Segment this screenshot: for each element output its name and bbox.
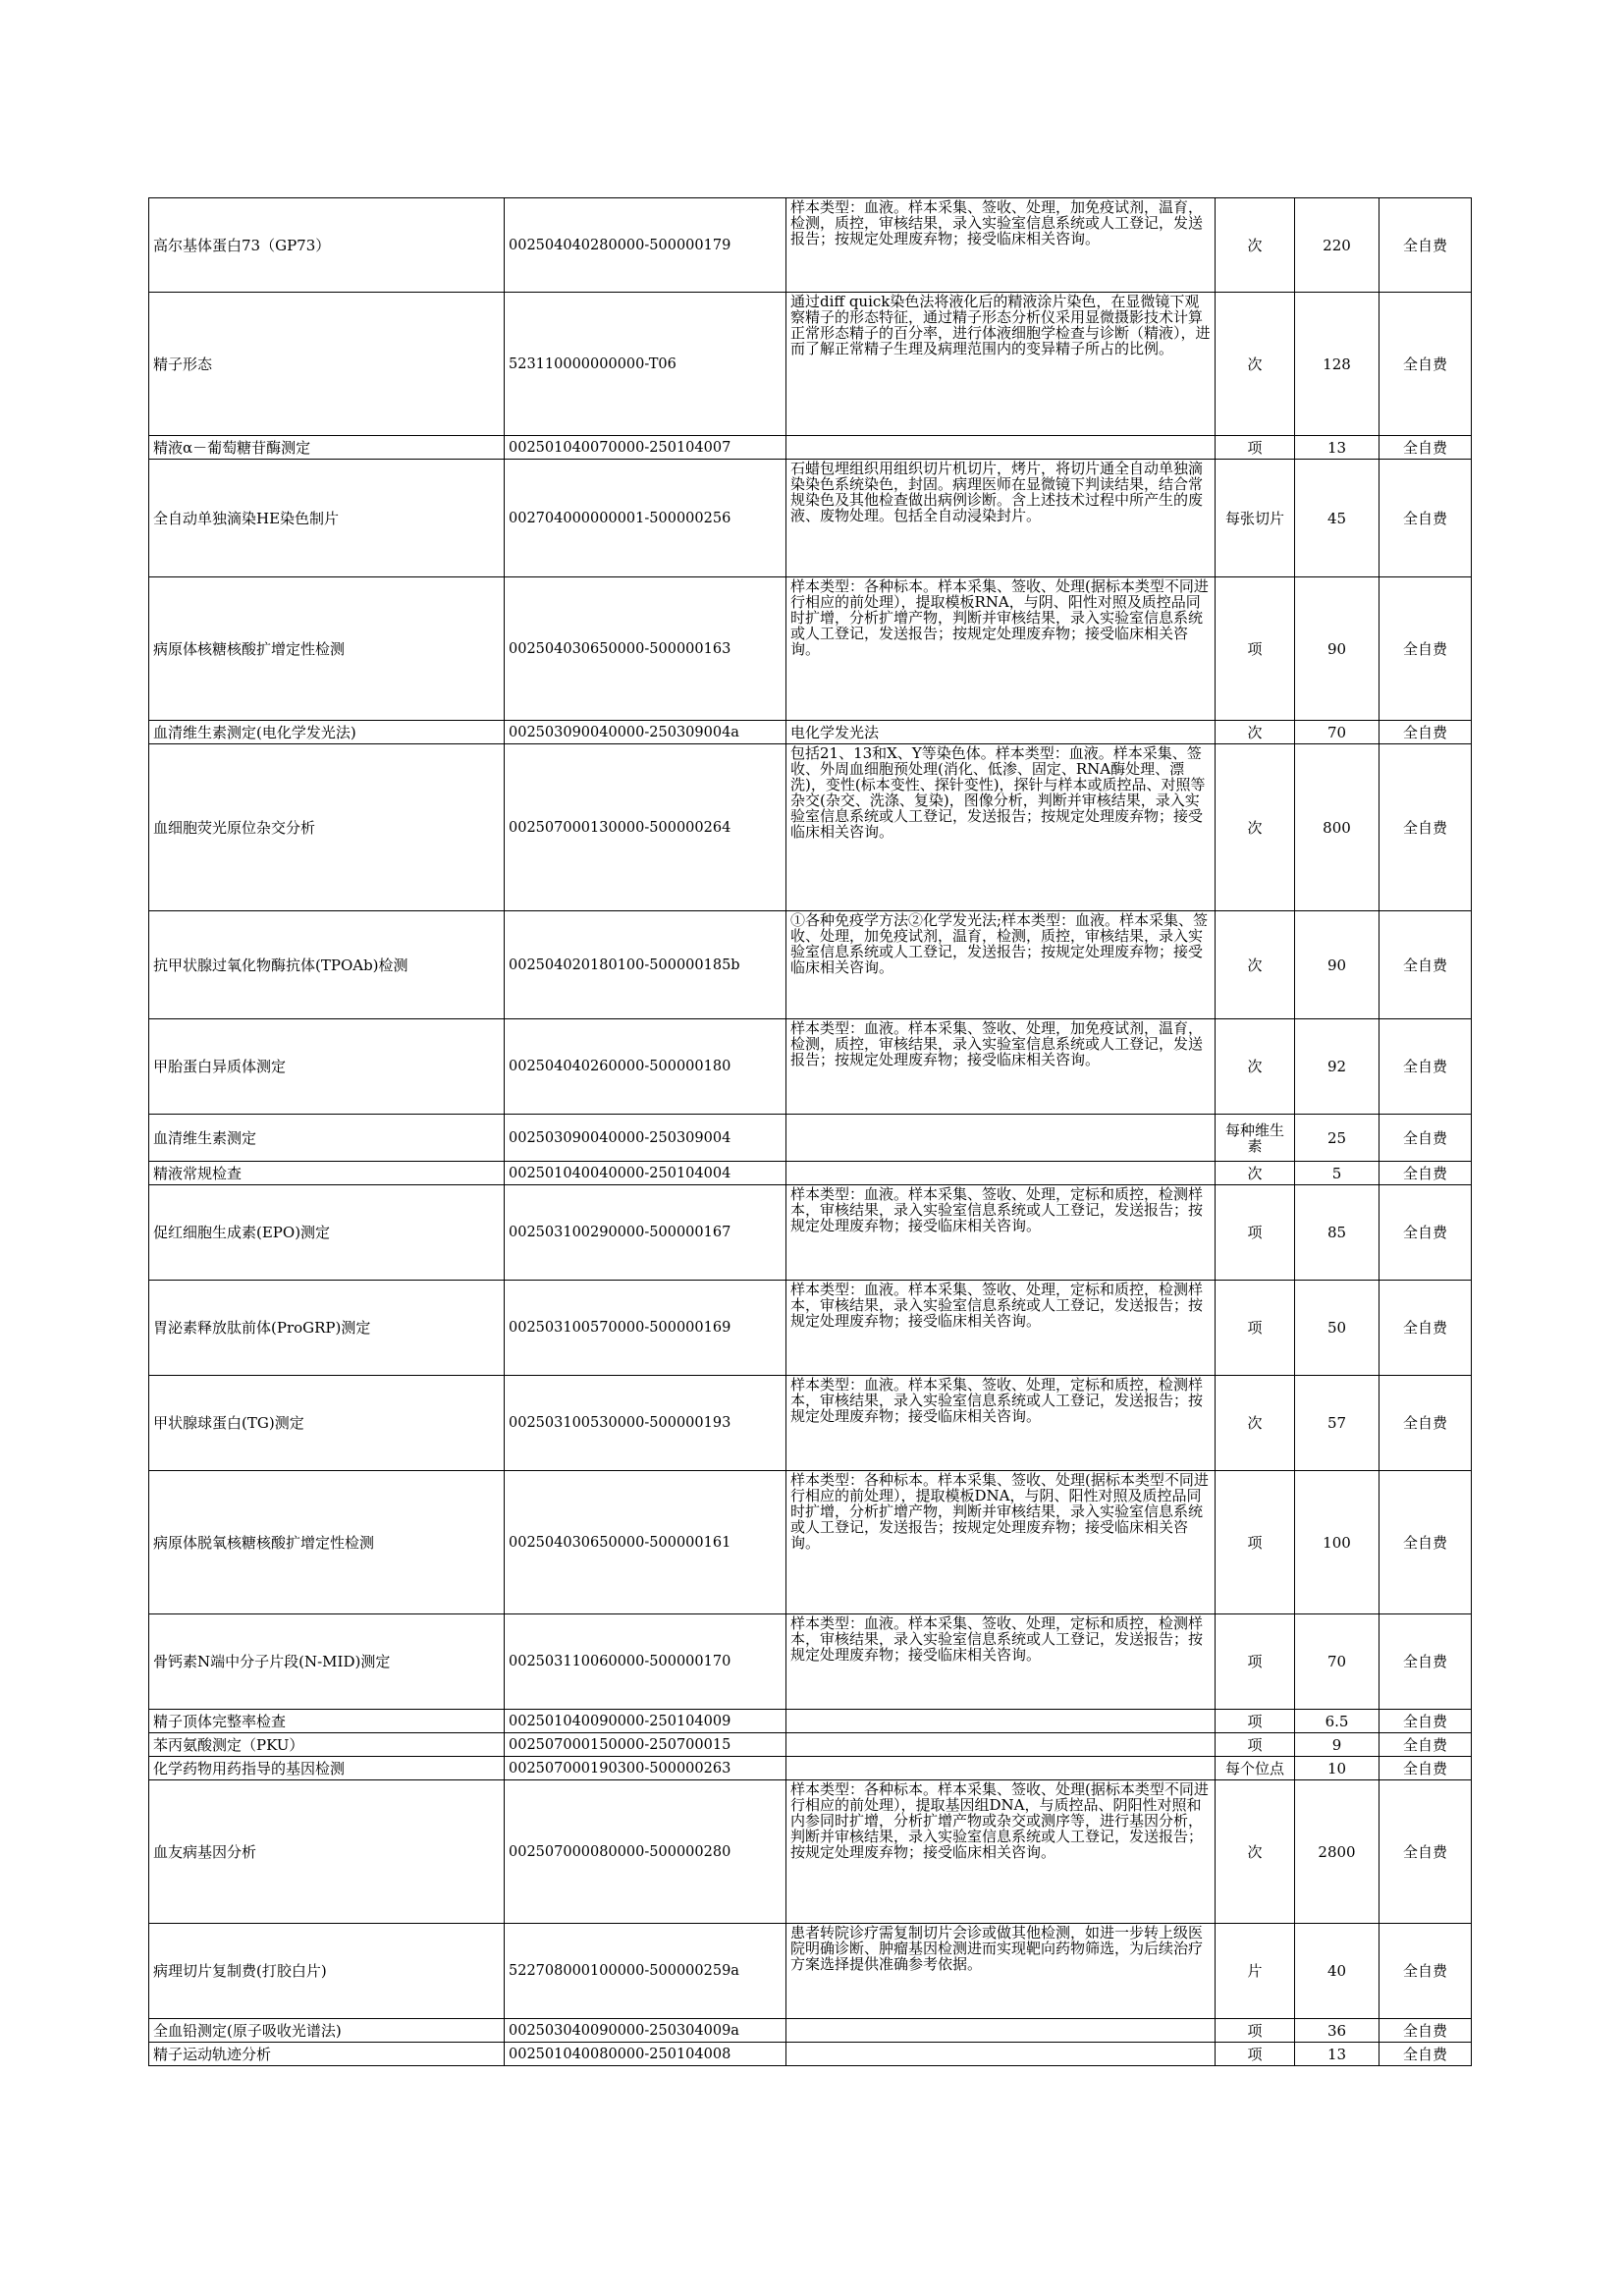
unit-cell: 次: [1216, 721, 1295, 744]
payment-type-cell: 全自费: [1380, 1185, 1472, 1281]
payment-type-cell: 全自费: [1380, 1614, 1472, 1710]
item-description-cell: 样本类型：血液。样本采集、签收、处理，定标和质控，检测样本，审核结果，录入实验室信息系统或人工登记，发送报告；按规定处理废弃物；接受临床相关咨询。: [786, 1614, 1216, 1710]
item-name-cell: 胃泌素释放肽前体(ProGRP)测定: [149, 1281, 505, 1376]
price-cell: 220: [1295, 198, 1380, 293]
item-code-cell: 523110000000000-T06: [505, 293, 786, 436]
item-name-cell: 化学药物用药指导的基因检测: [149, 1757, 505, 1780]
item-name-cell: 苯丙氨酸测定（PKU）: [149, 1733, 505, 1757]
unit-cell: 项: [1216, 1471, 1295, 1614]
item-name-cell: 精液常规检查: [149, 1162, 505, 1185]
item-code-cell: 002501040040000-250104004: [505, 1162, 786, 1185]
price-cell: 85: [1295, 1185, 1380, 1281]
item-description-cell: [786, 1710, 1216, 1733]
payment-type-cell: 全自费: [1380, 1780, 1472, 1924]
table-row: [149, 577, 1472, 721]
table-row: [149, 198, 1472, 293]
item-code-cell: 002503090040000-250309004: [505, 1115, 786, 1162]
item-description-cell: 样本类型：血液。样本采集、签收、处理，定标和质控，检测样本，审核结果，录入实验室信息系统或人工登记，发送报告；按规定处理废弃物；接受临床相关咨询。: [786, 1185, 1216, 1281]
unit-cell: 次: [1216, 1780, 1295, 1924]
price-cell: 70: [1295, 721, 1380, 744]
table-row: [149, 1376, 1472, 1471]
price-cell: 2800: [1295, 1780, 1380, 1924]
payment-type-cell: 全自费: [1380, 1115, 1472, 1162]
unit-cell: 次: [1216, 1162, 1295, 1185]
item-description-cell: [786, 436, 1216, 460]
unit-cell: 项: [1216, 2019, 1295, 2043]
item-description-cell: 样本类型：各种标本。样本采集、签收、处理(据标本类型不同进行相应的前处理），提取模板RNA，与阴、阳性对照及质控品同时扩增，分析扩增产物，判断并审核结果，录入实验室信息系统或人工登记，发送报告；按规定处理废弃物；接受临床相关咨询。: [786, 577, 1216, 721]
price-cell: 128: [1295, 293, 1380, 436]
item-name-cell: 骨钙素N端中分子片段(N-MID)测定: [149, 1614, 505, 1710]
item-code-cell: 002503110060000-500000170: [505, 1614, 786, 1710]
unit-cell: 次: [1216, 911, 1295, 1019]
item-name-cell: 精子顶体完整率检查: [149, 1710, 505, 1733]
item-name-cell: 血清维生素测定(电化学发光法): [149, 721, 505, 744]
unit-cell: 项: [1216, 1185, 1295, 1281]
item-code-cell: 002504020180100-500000185b: [505, 911, 786, 1019]
payment-type-cell: 全自费: [1380, 1162, 1472, 1185]
item-code-cell: 002501040090000-250104009: [505, 1710, 786, 1733]
table-row: [149, 1733, 1472, 1757]
price-cell: 57: [1295, 1376, 1380, 1471]
item-name-cell: 血细胞荧光原位杂交分析: [149, 744, 505, 911]
payment-type-cell: 全自费: [1380, 2043, 1472, 2066]
payment-type-cell: 全自费: [1380, 577, 1472, 721]
item-code-cell: 002503040090000-250304009a: [505, 2019, 786, 2043]
table-row: [149, 911, 1472, 1019]
unit-cell: 每个位点: [1216, 1757, 1295, 1780]
item-name-cell: 全血铅测定(原子吸收光谱法): [149, 2019, 505, 2043]
item-description-cell: 石蜡包埋组织用组织切片机切片，烤片，将切片通全自动单独滴染染色系统染色，封固。病理医师在显微镜下判读结果，结合常规染色及其他检查做出病例诊断。含上述技术过程中所产生的废液、废物处理。包括全自动浸染封片。: [786, 460, 1216, 577]
item-code-cell: 002501040070000-250104007: [505, 436, 786, 460]
item-description-cell: 电化学发光法: [786, 721, 1216, 744]
item-name-cell: 精子形态: [149, 293, 505, 436]
item-description-cell: [786, 1162, 1216, 1185]
item-name-cell: 甲胎蛋白异质体测定: [149, 1019, 505, 1115]
item-name-cell: 全自动单独滴染HE染色制片: [149, 460, 505, 577]
unit-cell: 项: [1216, 2043, 1295, 2066]
table-row: [149, 744, 1472, 911]
payment-type-cell: 全自费: [1380, 721, 1472, 744]
item-code-cell: 002504040260000-500000180: [505, 1019, 786, 1115]
table-row: [149, 1162, 1472, 1185]
payment-type-cell: 全自费: [1380, 460, 1472, 577]
price-cell: 5: [1295, 1162, 1380, 1185]
item-description-cell: 样本类型：血液。样本采集、签收、处理，加免疫试剂，温育，检测，质控，审核结果，录入实验室信息系统或人工登记，发送报告；按规定处理废弃物；接受临床相关咨询。: [786, 1019, 1216, 1115]
payment-type-cell: 全自费: [1380, 1281, 1472, 1376]
price-cell: 6.5: [1295, 1710, 1380, 1733]
item-description-cell: 患者转院诊疗需复制切片会诊或做其他检测，如进一步转上级医院明确诊断、肿瘤基因检测进而实现靶向药物筛选，为后续治疗方案选择提供准确参考依据。: [786, 1924, 1216, 2019]
item-name-cell: 血清维生素测定: [149, 1115, 505, 1162]
item-code-cell: 002704000000001-500000256: [505, 460, 786, 577]
unit-cell: 次: [1216, 1376, 1295, 1471]
price-cell: 70: [1295, 1614, 1380, 1710]
table-row: [149, 1185, 1472, 1281]
price-cell: 90: [1295, 911, 1380, 1019]
payment-type-cell: 全自费: [1380, 2019, 1472, 2043]
item-code-cell: 002503100530000-500000193: [505, 1376, 786, 1471]
fee-table: [148, 197, 1472, 2066]
item-description-cell: [786, 1757, 1216, 1780]
price-cell: 40: [1295, 1924, 1380, 2019]
table-row: [149, 1471, 1472, 1614]
item-description-cell: 样本类型：血液。样本采集、签收、处理，定标和质控，检测样本，审核结果，录入实验室信息系统或人工登记，发送报告；按规定处理废弃物；接受临床相关咨询。: [786, 1376, 1216, 1471]
table-row: [149, 293, 1472, 436]
item-description-cell: 样本类型：血液。样本采集、签收、处理，定标和质控，检测样本，审核结果，录入实验室信息系统或人工登记，发送报告；按规定处理废弃物；接受临床相关咨询。: [786, 1281, 1216, 1376]
price-cell: 10: [1295, 1757, 1380, 1780]
unit-cell: 项: [1216, 1710, 1295, 1733]
item-description-cell: ①各种免疫学方法②化学发光法;样本类型：血液。样本采集、签收、处理，加免疫试剂，温育，检测，质控，审核结果，录入实验室信息系统或人工登记，发送报告；按规定处理废弃物；接受临床相关咨询。: [786, 911, 1216, 1019]
price-cell: 100: [1295, 1471, 1380, 1614]
unit-cell: 项: [1216, 1733, 1295, 1757]
payment-type-cell: 全自费: [1380, 1710, 1472, 1733]
item-name-cell: 病原体核糖核酸扩增定性检测: [149, 577, 505, 721]
table-row: [149, 1710, 1472, 1733]
payment-type-cell: 全自费: [1380, 1019, 1472, 1115]
unit-cell: 片: [1216, 1924, 1295, 2019]
unit-cell: 每种维生素: [1216, 1115, 1295, 1162]
item-description-cell: [786, 1733, 1216, 1757]
price-cell: 92: [1295, 1019, 1380, 1115]
price-cell: 25: [1295, 1115, 1380, 1162]
unit-cell: 项: [1216, 577, 1295, 721]
unit-cell: 项: [1216, 1281, 1295, 1376]
item-description-cell: [786, 1115, 1216, 1162]
item-code-cell: 002507000080000-500000280: [505, 1780, 786, 1924]
item-name-cell: 甲状腺球蛋白(TG)测定: [149, 1376, 505, 1471]
table-row: [149, 1924, 1472, 2019]
unit-cell: 项: [1216, 1614, 1295, 1710]
fee-table-body: [149, 198, 1472, 2066]
item-description-cell: 通过diff quick染色法将液化后的精液涂片染色，在显微镜下观察精子的形态特征，通过精子形态分析仪采用显微摄影技术计算正常形态精子的百分率，进行体液细胞学检查与诊断（精液），进而了解正常精子生理及病理范围内的变异精子所占的比例。: [786, 293, 1216, 436]
price-cell: 800: [1295, 744, 1380, 911]
table-row: [149, 460, 1472, 577]
unit-cell: 次: [1216, 744, 1295, 911]
unit-cell: 项: [1216, 436, 1295, 460]
payment-type-cell: 全自费: [1380, 911, 1472, 1019]
table-row: [149, 1115, 1472, 1162]
item-code-cell: 002504030650000-500000161: [505, 1471, 786, 1614]
table-row: [149, 1757, 1472, 1780]
price-cell: 13: [1295, 436, 1380, 460]
unit-cell: 次: [1216, 1019, 1295, 1115]
item-name-cell: 血友病基因分析: [149, 1780, 505, 1924]
item-description-cell: 样本类型：各种标本。样本采集、签收、处理(据标本类型不同进行相应的前处理），提取基因组DNA，与质控品、阴阳性对照和内参同时扩增，分析扩增产物或杂交或测序等，进行基因分析，判断并审核结果，录入实验室信息系统或人工登记，发送报告；按规定处理废弃物；接受临床相关咨询。: [786, 1780, 1216, 1924]
payment-type-cell: 全自费: [1380, 198, 1472, 293]
price-cell: 90: [1295, 577, 1380, 721]
table-row: [149, 2043, 1472, 2066]
fee-table-sheet: [148, 197, 1471, 2066]
price-cell: 50: [1295, 1281, 1380, 1376]
item-code-cell: 002507000190300-500000263: [505, 1757, 786, 1780]
payment-type-cell: 全自费: [1380, 1471, 1472, 1614]
item-description-cell: [786, 2019, 1216, 2043]
payment-type-cell: 全自费: [1380, 436, 1472, 460]
item-name-cell: 精子运动轨迹分析: [149, 2043, 505, 2066]
price-cell: 36: [1295, 2019, 1380, 2043]
payment-type-cell: 全自费: [1380, 744, 1472, 911]
item-name-cell: 病理切片复制费(打胶白片): [149, 1924, 505, 2019]
table-row: [149, 436, 1472, 460]
item-name-cell: 促红细胞生成素(EPO)测定: [149, 1185, 505, 1281]
price-cell: 9: [1295, 1733, 1380, 1757]
item-code-cell: 002507000150000-250700015: [505, 1733, 786, 1757]
item-code-cell: 002504030650000-500000163: [505, 577, 786, 721]
unit-cell: 每张切片: [1216, 460, 1295, 577]
item-description-cell: 样本类型：各种标本。样本采集、签收、处理(据标本类型不同进行相应的前处理），提取模板DNA，与阴、阳性对照及质控品同时扩增，分析扩增产物，判断并审核结果，录入实验室信息系统或人工登记，发送报告；按规定处理废弃物；接受临床相关咨询。: [786, 1471, 1216, 1614]
item-name-cell: 抗甲状腺过氧化物酶抗体(TPOAb)检测: [149, 911, 505, 1019]
payment-type-cell: 全自费: [1380, 1924, 1472, 2019]
payment-type-cell: 全自费: [1380, 293, 1472, 436]
table-row: [149, 1281, 1472, 1376]
item-code-cell: 522708000100000-500000259a: [505, 1924, 786, 2019]
unit-cell: 次: [1216, 198, 1295, 293]
item-code-cell: 002504040280000-500000179: [505, 198, 786, 293]
payment-type-cell: 全自费: [1380, 1757, 1472, 1780]
price-cell: 45: [1295, 460, 1380, 577]
item-description-cell: [786, 2043, 1216, 2066]
price-cell: 13: [1295, 2043, 1380, 2066]
item-code-cell: 002503090040000-250309004a: [505, 721, 786, 744]
item-code-cell: 002503100290000-500000167: [505, 1185, 786, 1281]
item-code-cell: 002507000130000-500000264: [505, 744, 786, 911]
item-code-cell: 002501040080000-250104008: [505, 2043, 786, 2066]
item-description-cell: 样本类型：血液。样本采集、签收、处理，加免疫试剂，温育，检测，质控，审核结果，录入实验室信息系统或人工登记，发送报告；按规定处理废弃物；接受临床相关咨询。: [786, 198, 1216, 293]
item-description-cell: 包括21、13和X、Y等染色体。样本类型：血液。样本采集、签收、外周血细胞预处理(消化、低渗、固定、RNA酶处理、漂洗)，变性(标本变性、探针变性)，探针与样本或质控品、对照等杂交(杂交、洗涤、复染)，图像分析，判断并审核结果，录入实验室信息系统或人工登记，发送报告；按规定处理废弃物；接受临床相关咨询。: [786, 744, 1216, 911]
item-name-cell: 高尔基体蛋白73（GP73）: [149, 198, 505, 293]
item-name-cell: 病原体脱氧核糖核酸扩增定性检测: [149, 1471, 505, 1614]
table-row: [149, 1019, 1472, 1115]
table-row: [149, 721, 1472, 744]
item-code-cell: 002503100570000-500000169: [505, 1281, 786, 1376]
payment-type-cell: 全自费: [1380, 1733, 1472, 1757]
item-name-cell: 精液α－葡萄糖苷酶测定: [149, 436, 505, 460]
table-row: [149, 1780, 1472, 1924]
table-row: [149, 2019, 1472, 2043]
unit-cell: 次: [1216, 293, 1295, 436]
payment-type-cell: 全自费: [1380, 1376, 1472, 1471]
table-row: [149, 1614, 1472, 1710]
